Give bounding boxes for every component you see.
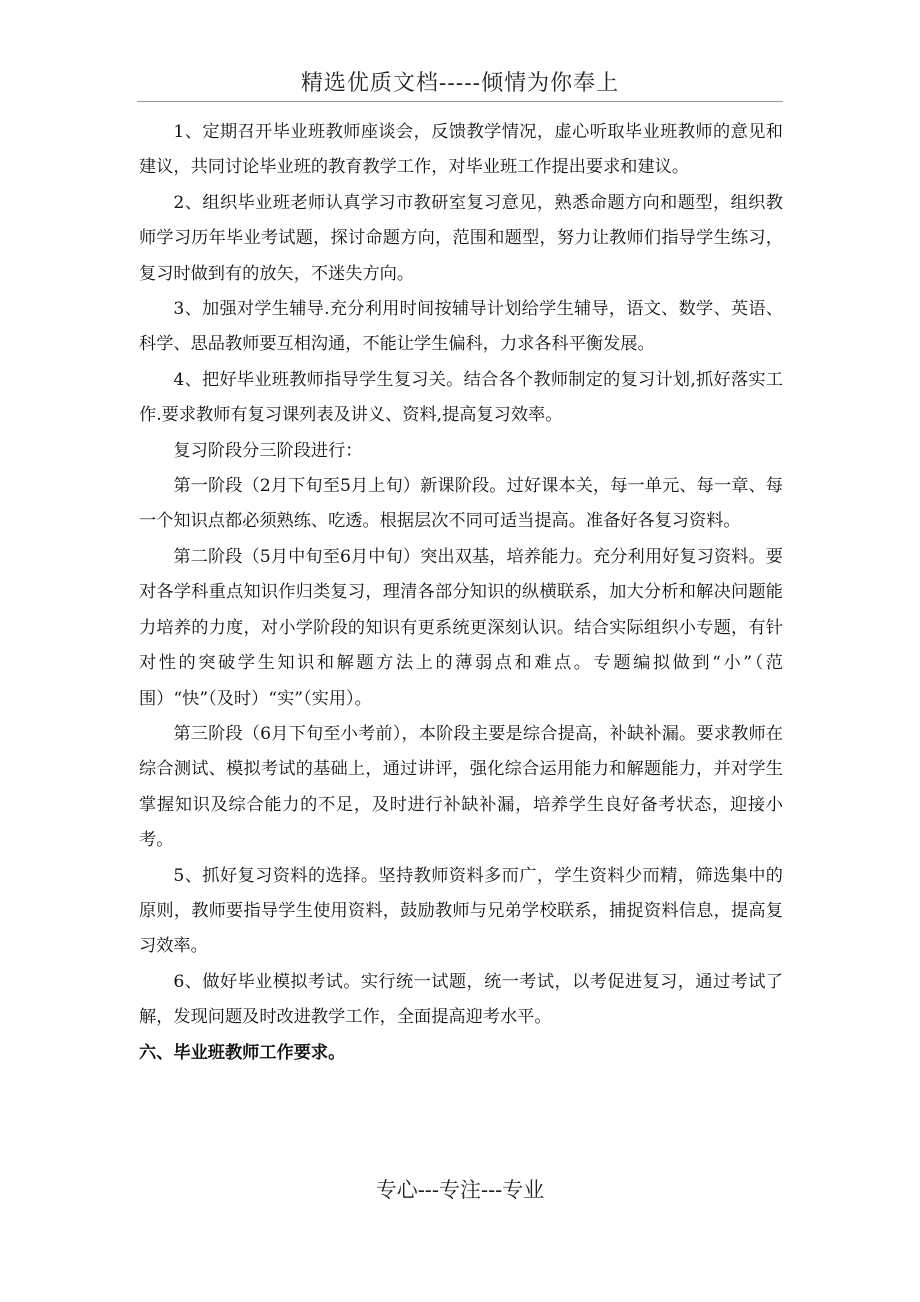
paragraph-5: 5、抓好复习资料的选择。坚持教师资料多而广，学生资料少而精，筛选集中的原则，教师要指导学生使用资料，鼓励教师与兄弟学校联系，捕捉资料信息，提高复习效率。: [139, 865, 783, 957]
paragraph-review-stages-intro: 复习阶段分三阶段进行：: [173, 440, 363, 461]
section-heading-6: 六、毕业班教师工作要求。: [139, 1042, 346, 1063]
page-header-title: 精选优质文档-----倾情为你奉上: [300, 71, 620, 96]
paragraph-3: 3、加强对学生辅导.充分利用时间按辅导计划给学生辅导，语文、数学、英语、科学、思品教师要互相沟通，不能让学生偏科，力求各科平衡发展。: [139, 299, 783, 355]
page-footer: 专心---专注---专业: [375, 1178, 545, 1202]
paragraph-stage-1: 第一阶段（2月下旬至5月上旬）新课阶段。过好课本关，每一单元、每一章、每一个知识点都必须熟练、吃透。根据层次不同可适当提高。准备好各复习资料。: [139, 476, 783, 532]
paragraph-6: 6、做好毕业模拟考试。实行统一试题，统一考试，以考促进复习，通过考试了解，发现问题及时改进教学工作，全面提高迎考水平。: [139, 971, 783, 1028]
paragraph-stage-2: 第二阶段（5月中旬至6月中旬）突出双基，培养能力。充分利用好复习资料。要对各学科重点知识作归类复习，理清各部分知识的纵横联系，加大分析和解决问题能力培养的力度，对小学阶段的知识有更系统更深刻认识。结合实际组织小专题，有针对性的突破学生知识和解题方法上的薄弱点和难点。专题编拟做到“小”（范围）“快”（及时）“实”（实用）。: [139, 546, 783, 709]
paragraph-2: 2、组织毕业班老师认真学习市教研室复习意见，熟悉命题方向和题型，组织教师学习历年毕业考试题，探讨命题方向，范围和题型，努力让教师们指导学生练习，复习时做到有的放矢，不迷失方向。: [139, 192, 783, 284]
header-divider: [137, 101, 783, 102]
paragraph-4: 4、把好毕业班教师指导学生复习关。结合各个教师制定的复习计划,抓好落实工作.要求教师有复习课列表及讲义、资料,提高复习效率。: [139, 369, 783, 426]
paragraph-stage-3: 第三阶段（6月下旬至小考前），本阶段主要是综合提高，补缺补漏。要求教师在综合测试、模拟考试的基础上，通过讲评，强化综合运用能力和解题能力，并对学生掌握知识及综合能力的不足，及时进行补缺补漏，培养学生良好备考状态，迎接小考。: [139, 723, 783, 851]
document-body: [139, 115, 783, 1071]
paragraph-1: 1、定期召开毕业班教师座谈会，反馈教学情况，虚心听取毕业班教师的意见和建议，共同讨论毕业班的教育教学工作，对毕业班工作提出要求和建议。: [139, 122, 783, 178]
